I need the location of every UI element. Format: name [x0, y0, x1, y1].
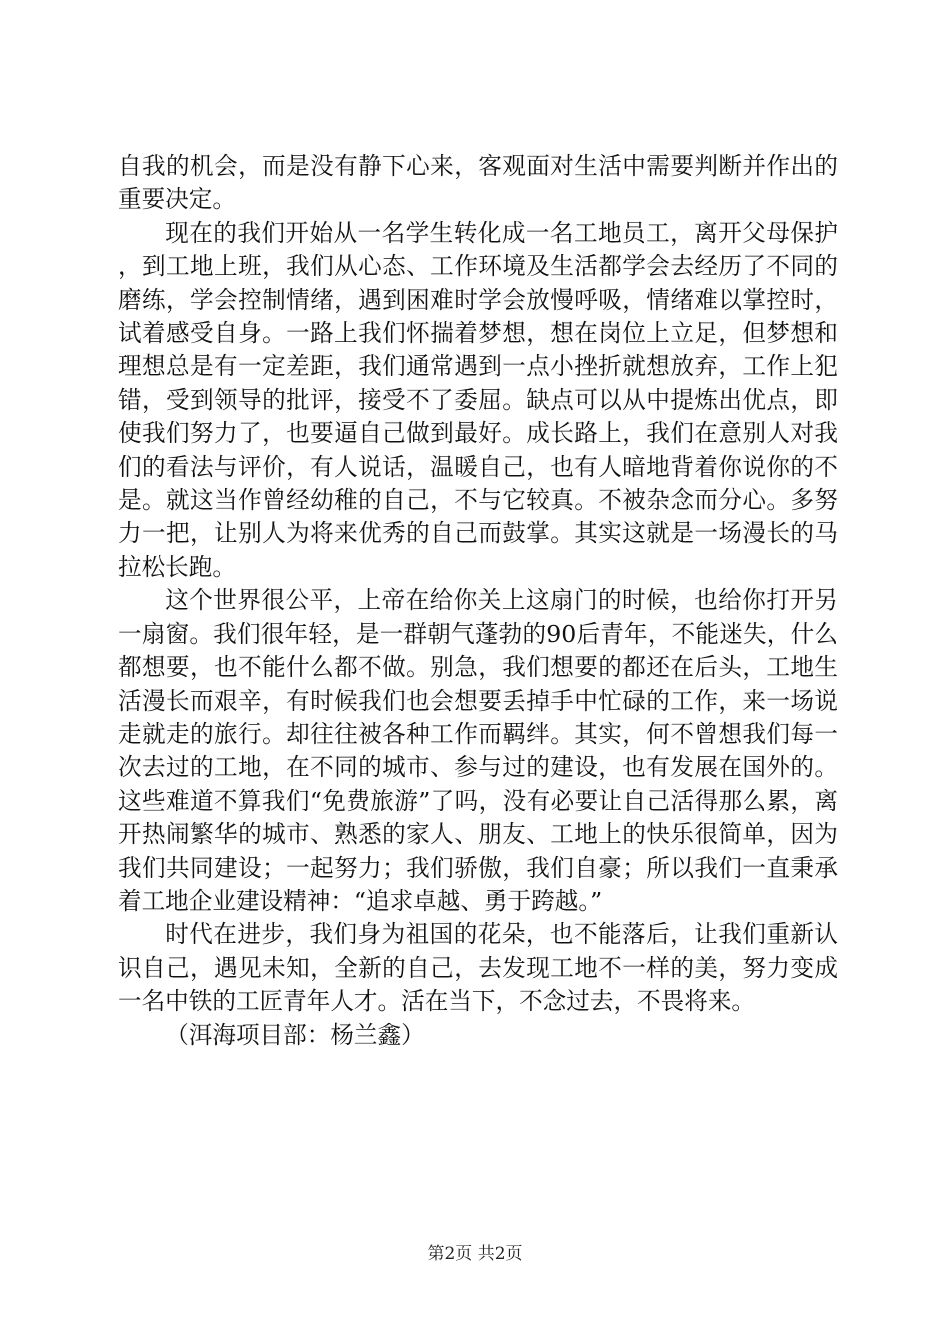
paragraph-2: 现在的我们开始从一名学生转化成一名工地员工，离开父母保护，到工地上班，我们从心态、工作环境及生活都学会去经历了不同的磨练，学会控制情绪，遇到困难时学会放慢呼吸，情绪难以掌控时，试着感受自身。一路上我们怀揣着梦想，想在岗位上立足，但梦想和理想总是有一定差距，我们通常遇到一点小挫折就想放弃，工作上犯错，受到领导的批评，接受不了委屈。缺点可以从中提炼出优点，即使我们努力了，也要逼自己做到最好。成长路上，我们在意别人对我们的看法与评价，有人说话，温暖自己，也有人暗地背着你说你的不是。就这当作曾经幼稚的自己，不与它较真。不被杂念而分心。多努力一把，让别人为将来优秀的自己而鼓掌。其实这就是一场漫长的马拉松长跑。	[118, 218, 838, 581]
paragraph-3: 这个世界很公平，上帝在给你关上这扇门的时候，也给你打开另一扇窗。我们很年轻，是一群朝气蓬勃的90后青年，不能迷失，什么都想要，也不能什么都不做。别急，我们想要的都还在后头，工地生活漫长而艰辛，有时候我们也会想要丢掉手中忙碌的工作，来一场说走就走的旅行。却往往被各种工作而羁绊。其实，何不曾想我们每一次去过的工地，在不同的城市、参与过的建设，也有发展在国外的。这些难道不算我们“免费旅游”了吗，没有必要让自己活得那么累，离开热闹繁华的城市、熟悉的家人、朋友、工地上的快乐很简单，因为我们共同建设；一起努力；我们骄傲，我们自豪；所以我们一直秉承着工地企业建设精神：“追求卓越、勇于跨越。”	[118, 586, 838, 915]
document-body	[118, 150, 838, 1052]
page-footer	[0, 1244, 950, 1264]
paragraph-1: 自我的机会，而是没有静下心来，客观面对生活中需要判断并作出的重要决定。	[118, 152, 838, 214]
page-number-indicator: 第2页 共2页	[427, 1244, 523, 1264]
paragraph-4: 时代在进步，我们身为祖国的花朵，也不能落后，让我们重新认识自己，遇见未知，全新的自己，去发现工地不一样的美，努力变成一名中铁的工匠青年人才。活在当下，不念过去，不畏将来。	[118, 920, 838, 1016]
author-signature: （洱海项目部：杨兰鑫）	[165, 1020, 425, 1049]
